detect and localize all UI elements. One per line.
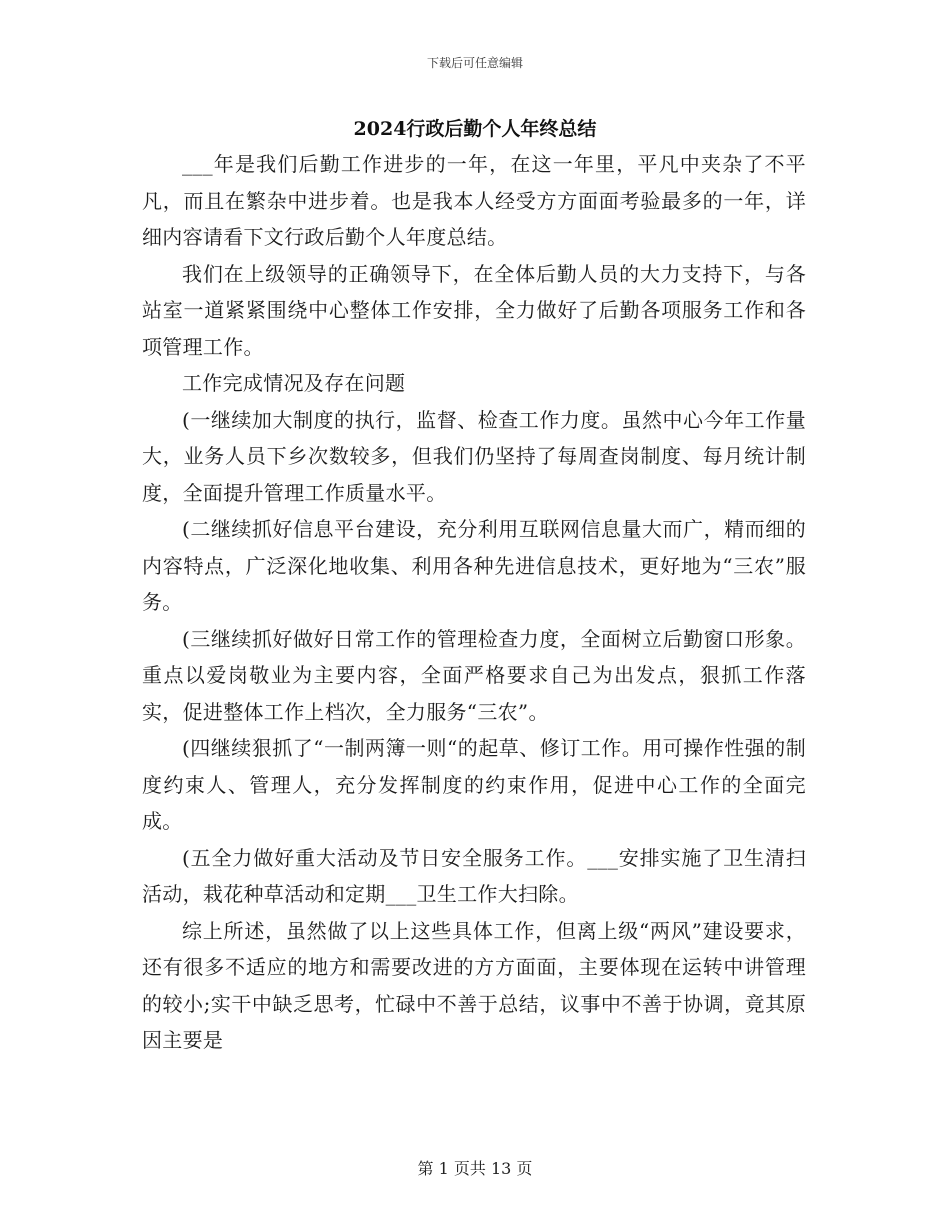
paragraph-item-4: (四继续狠抓了“一制两簿一则“的起草、修订工作。用可操作性强的制度约束人、管理人，充分发挥制度的约束作用，促进中心工作的全面完成。: [142, 736, 806, 833]
section-heading: 工作完成情况及存在问题: [182, 371, 406, 395]
paragraph-item-2: (二继续抓好信息平台建设，充分利用互联网信息量大而广，精而细的内容特点，广泛深化地收集、利用各种先进信息技术，更好地为“三农”服务。: [142, 517, 806, 614]
paragraph-item-1: (一继续加大制度的执行，监督、检查工作力度。虽然中心今年工作量大，业务人员下乡次数较多，但我们仍坚持了每周查岗制度、每月统计制度，全面提升管理工作质量水平。: [142, 407, 806, 505]
paragraph-summary: 综上所述，虽然做了以上这些具体工作，但离上级“两风”建设要求，还有很多不适应的地方和需要改进的方方面面，主要体现在运转中讲管理的较小;实干中缺乏思考，忙碌中不善于总结，议事中不善于协调，竟其原因主要是: [142, 918, 806, 1052]
document-title: 2024行政后勤个人年终总结: [353, 118, 597, 140]
page-number-footer: 第 1 页共 13 页: [417, 1159, 533, 1178]
paragraph-item-5: (五全力做好重大活动及节日安全服务工作。___安排实施了卫生清扫活动，栽花种草活动和定期___卫生工作大扫除。: [142, 845, 806, 906]
document-body: [142, 146, 806, 1059]
paragraph-overview: 我们在上级领导的正确领导下，在全体后勤人员的大力支持下，与各站室一道紧紧围绕中心整体工作安排，全力做好了后勤各项服务工作和各项管理工作。: [142, 261, 806, 359]
paragraph-intro: ___年是我们后勤工作进步的一年，在这一年里，平凡中夹杂了不平凡，而且在繁杂中进步着。也是我本人经受方方面面考验最多的一年，详细内容请看下文行政后勤个人年度总结。: [142, 152, 806, 249]
header-note: 下载后可任意编辑: [426, 56, 523, 70]
paragraph-item-3: (三继续抓好做好日常工作的管理检查力度，全面树立后勤窗口形象。重点以爱岗敬业为主要内容，全面严格要求自己为出发点，狠抓工作落实，促进整体工作上档次，全力服务“三农”。: [142, 626, 806, 724]
